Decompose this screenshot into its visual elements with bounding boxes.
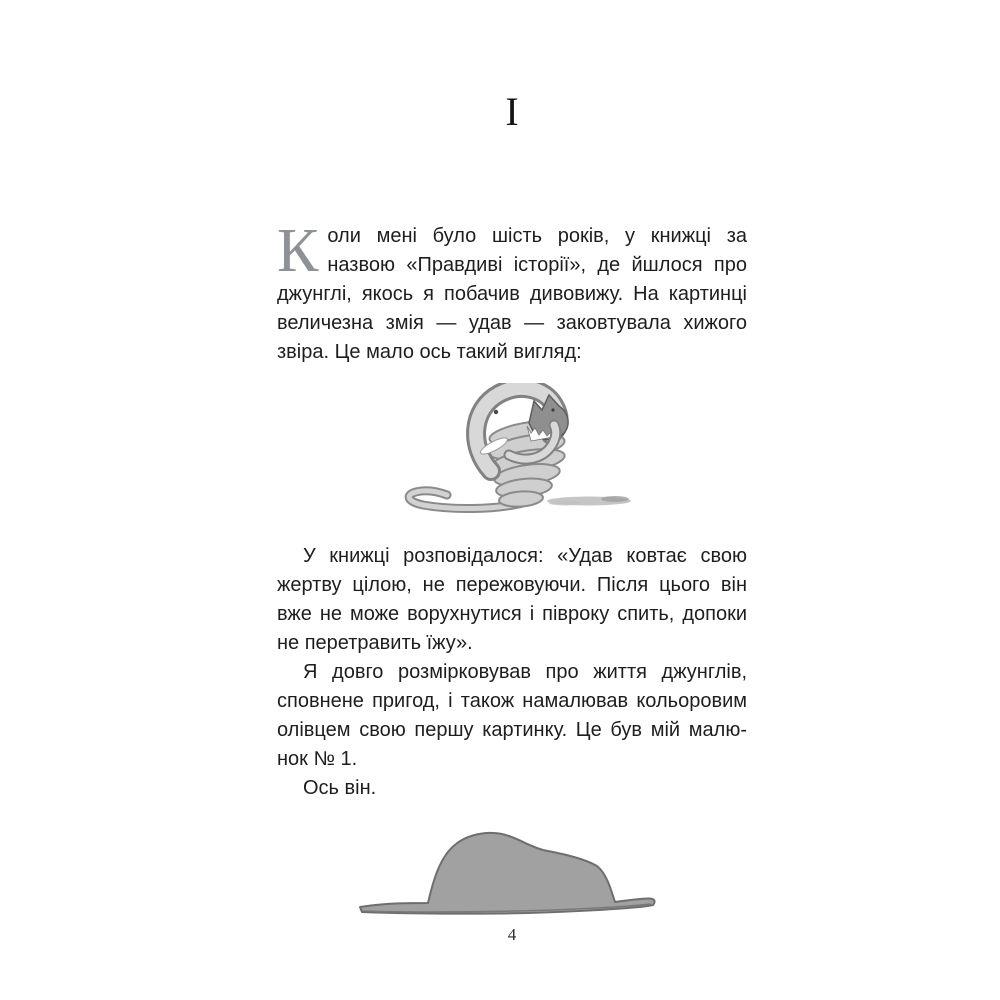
- paragraph-opening-text: оли мені було шість років, у книжці за назвою «Правдиві історії», де йшлося про джунглі, якось я побачив дивовижу. На картинці величезна змія — удав — заковтувала хижого звіра. Це мало ось такий вигляд:: [277, 225, 747, 363]
- boa-swallowing-animal-illustration: [393, 383, 638, 518]
- page-number: 4: [507, 925, 517, 944]
- body-paragraph-block: [277, 542, 747, 803]
- hat-shape: [360, 833, 655, 914]
- chapter-heading: I: [505, 89, 519, 134]
- boa-shadow: [547, 496, 631, 506]
- opening-paragraph-block: [277, 217, 747, 367]
- paragraph-first-drawing: Я довго розмірковував про життя джунглів, сповнене пригод, і також намалював кольоровим олівцем свою першу картинку. Це був мій малюнок № 1.: [277, 661, 747, 770]
- hat-drawing-illustration: [350, 813, 660, 933]
- paragraph-here-it-is: Ось він.: [303, 777, 377, 799]
- paragraph-book-quote: У книжці розповідалося: «Удав ковтає свою жертву цілою, не пережовуючи. Після цього він вже не може ворухнутися і півроку спить, допоки не перетравить їжу».: [277, 545, 747, 654]
- drop-cap: К: [277, 217, 319, 285]
- paragraph-opening: [277, 217, 747, 367]
